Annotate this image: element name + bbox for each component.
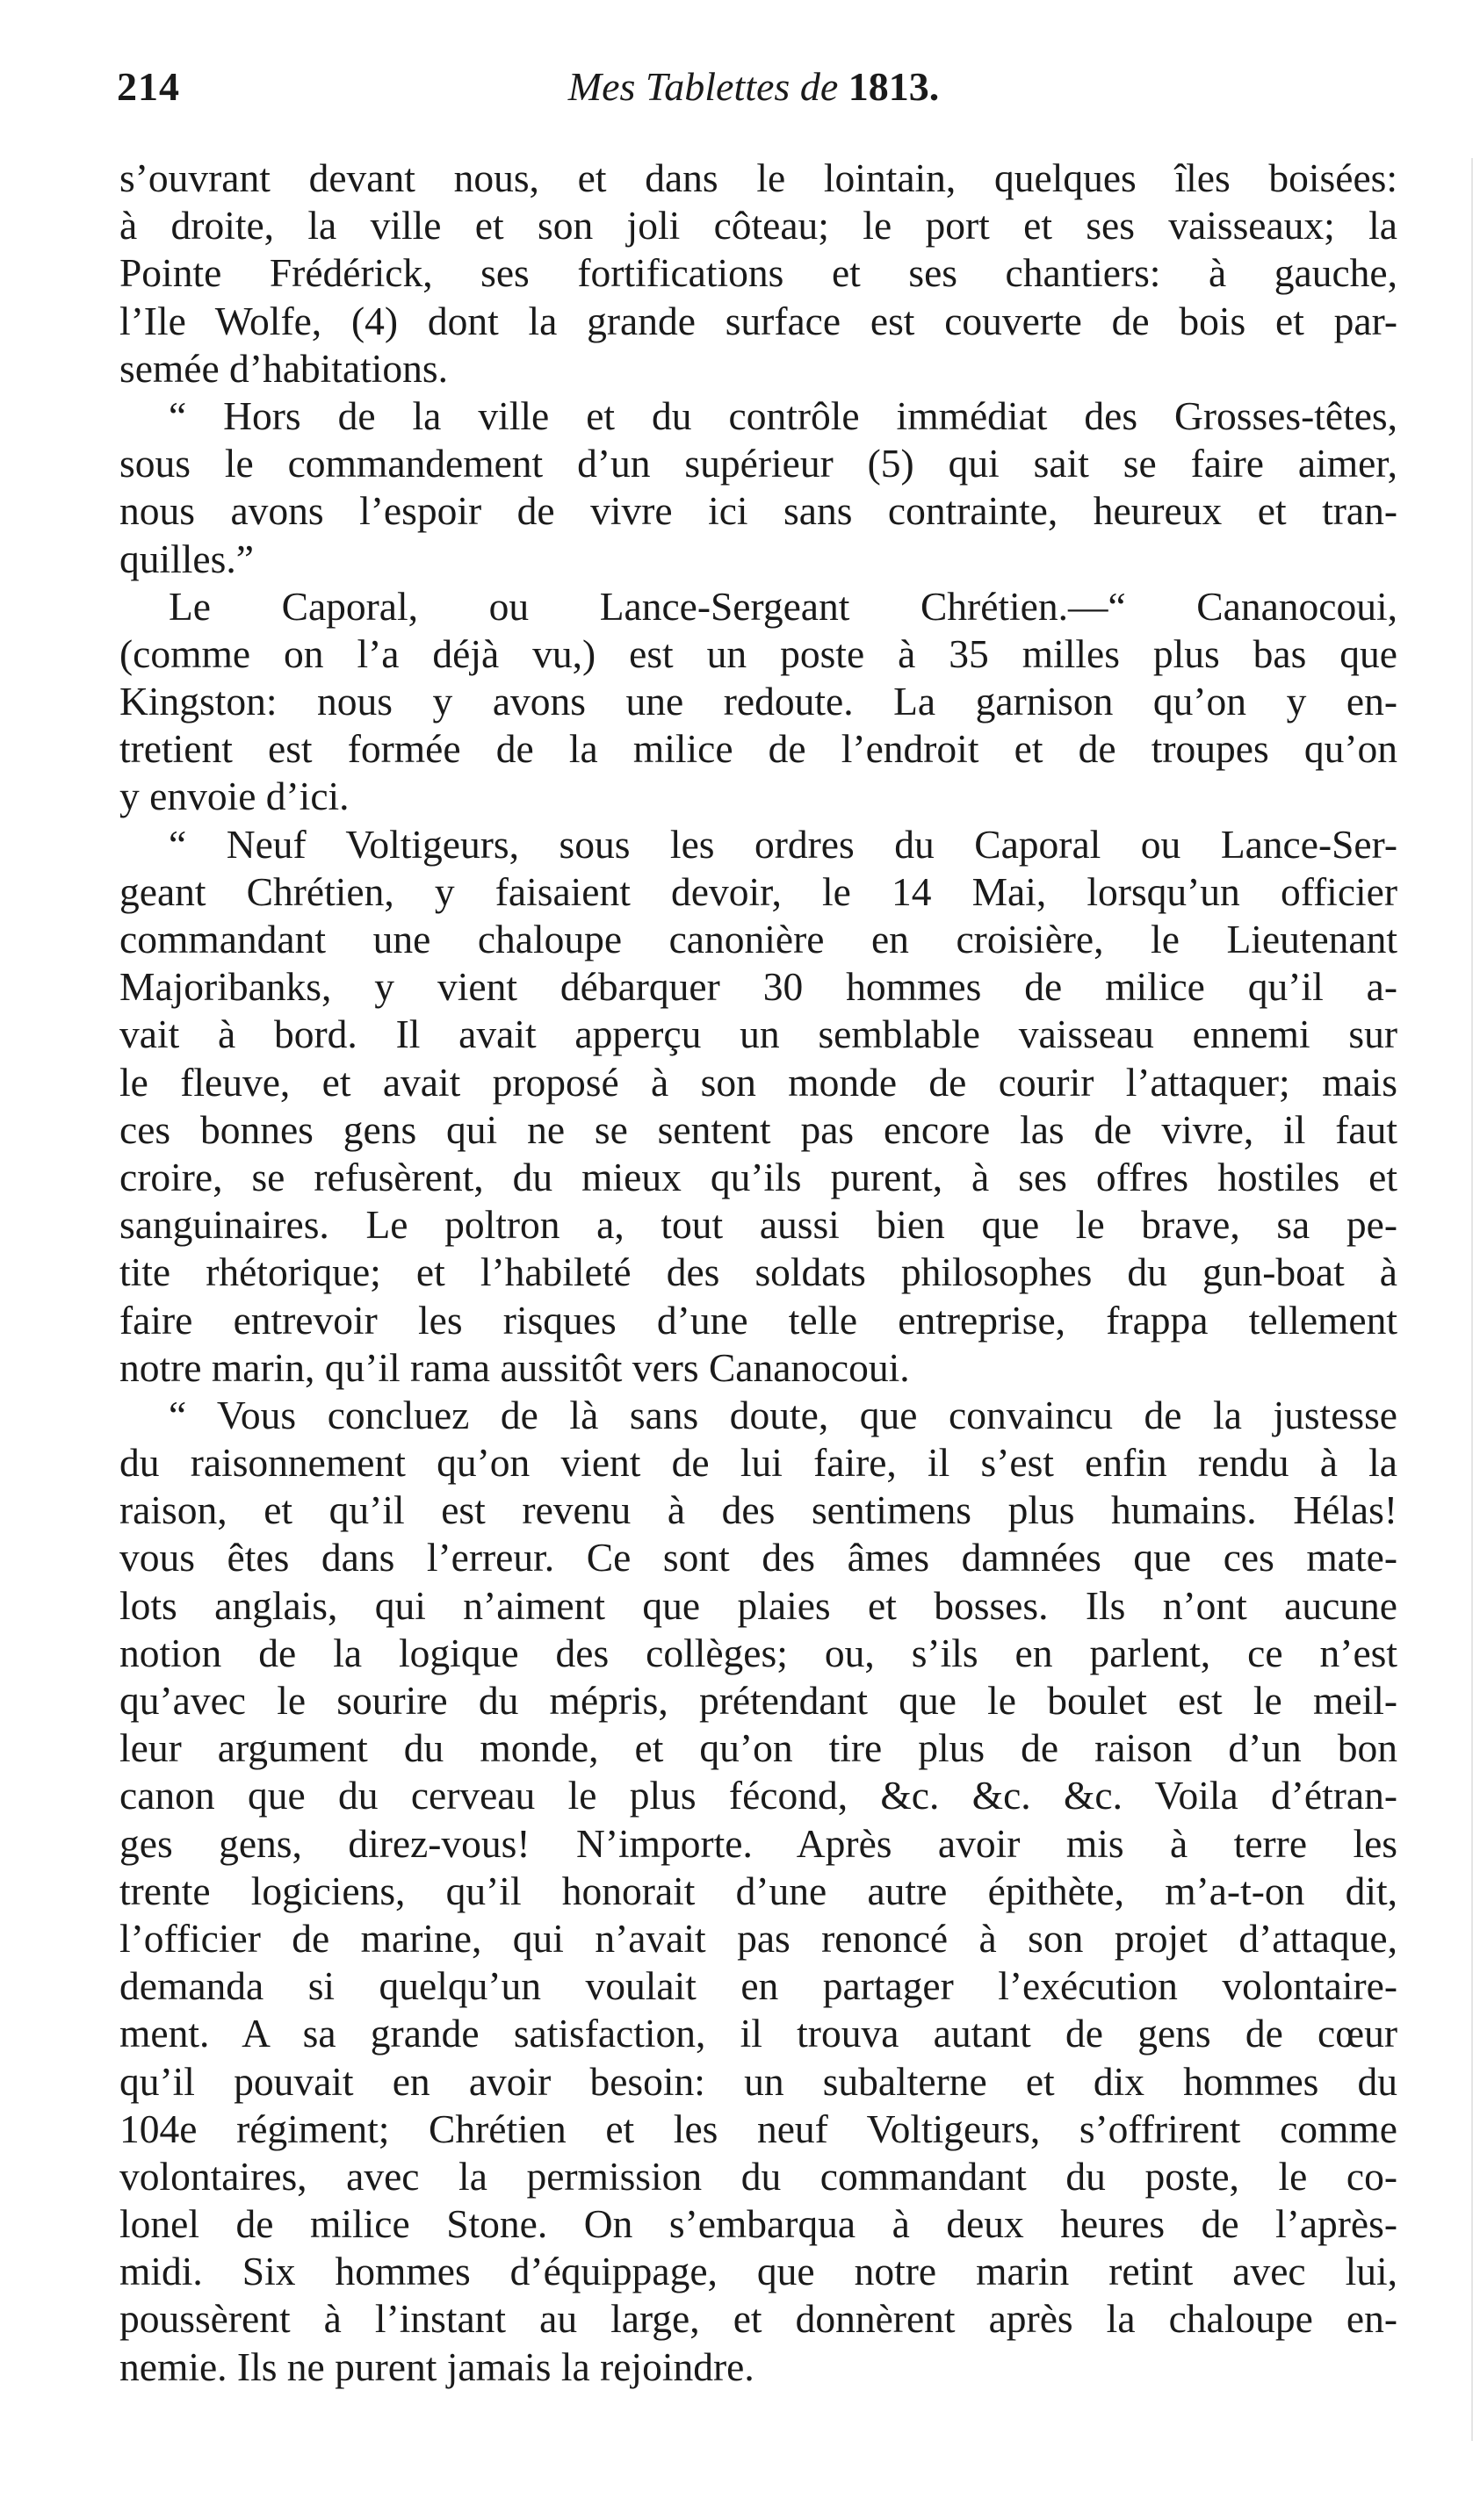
text-line: qu’avec le sourire du mépris, prétendant que le boulet est le meil- <box>119 1678 1397 1723</box>
text-line: nemie. Ils ne purent jamais la rejoindre. <box>119 2344 754 2389</box>
text-line: semée d’habitations. <box>119 345 448 391</box>
text-line: Majoribanks, y vient débarquer 30 hommes de milice qu’il a- <box>119 964 1397 1010</box>
text-line: vait à bord. Il avait apperçu un semblable vaisseau ennemi sur <box>119 1012 1397 1057</box>
text-line: geant Chrétien, y faisaient devoir, le 14 Mai, lorsqu’un officier <box>119 868 1397 914</box>
text-line: l’Ile Wolfe, (4) dont la grande surface est couverte de bois et par- <box>119 298 1397 343</box>
text-line: notion de la logique des collèges; ou, s’ils en parlent, ce n’est <box>119 1630 1397 1675</box>
text-line: Kingston: nous y avons une redoute. La garnison qu’on y en- <box>119 679 1397 724</box>
text-line: vous êtes dans l’erreur. Ce sont des âmes damnées que ces mate- <box>119 1535 1397 1580</box>
text-line: leur argument du monde, et qu’on tire plus de raison d’un bon <box>119 1725 1397 1771</box>
text-line: ges gens, direz-vous! N’importe. Après avoir mis à terre les <box>119 1820 1397 1866</box>
text-line: qu’il pouvait en avoir besoin: un subalterne et dix hommes du <box>119 2058 1397 2104</box>
text-line: volontaires, avec la permission du commandant du poste, le co- <box>119 2153 1397 2199</box>
running-title-text: Mes Tablettes de <box>567 64 839 109</box>
text-line: midi. Six hommes d’équippage, que notre marin retint avec lui, <box>119 2249 1397 2294</box>
text-line: Pointe Frédérick, ses fortifications et ses chantiers: à gauche, <box>119 250 1397 296</box>
text-line: 104e régiment; Chrétien et les neuf Voltigeurs, s’offrirent comme <box>119 2106 1397 2151</box>
text-line: du raisonnement qu’on vient de lui faire, il s’est enfin rendu à la <box>119 1440 1397 1486</box>
text-line: nous avons l’espoir de vivre ici sans contrainte, heureux et tran- <box>119 488 1397 534</box>
text-line: canon que du cerveau le plus fécond, &c. &c. &c. Voila d’étran- <box>119 1773 1397 1818</box>
text-line: demanda si quelqu’un voulait en partager l’exécution volontaire- <box>119 1963 1397 2009</box>
text-line: ment. A sa grande satisfaction, il trouva autant de gens de cœur <box>119 2011 1397 2056</box>
running-title <box>117 63 1390 110</box>
text-line: poussèrent à l’instant au large, et donnèrent après la chaloupe en- <box>119 2296 1397 2342</box>
page-number: 214 <box>117 64 180 109</box>
text-line: s’ouvrant devant nous, et dans le lointain, quelques îles boisées: <box>119 155 1397 200</box>
text-line: faire entrevoir les risques d’une telle entreprise, frappa tellement <box>119 1297 1397 1343</box>
text-line: raison, et qu’il est revenu à des sentimens plus humains. Hélas! <box>119 1487 1397 1533</box>
text-line: quilles.” <box>119 536 254 581</box>
text-line: trente logiciens, qu’il honorait d’une autre épithète, m’a-t-on dit, <box>119 1868 1397 1913</box>
text-line: (comme on l’a déjà vu,) est un poste à 35 milles plus bas que <box>119 630 1397 676</box>
running-title-year: 1813. <box>848 64 940 109</box>
text-line: ces bonnes gens qui ne se sentent pas encore las de vivre, il faut <box>119 1106 1397 1152</box>
text-line: sanguinaires. Le poltron a, tout aussi bien que le brave, sa pe- <box>119 1202 1397 1248</box>
text-line: croire, se refusèrent, du mieux qu’ils purent, à ses offres hostiles et <box>119 1154 1397 1199</box>
text-line: à droite, la ville et son joli côteau; le port et ses vaisseaux; la <box>119 203 1397 248</box>
text-line: notre marin, qu’il rama aussitôt vers Cananocoui. <box>119 1344 910 1390</box>
text-line: y envoie d’ici. <box>119 774 350 819</box>
text-line: lots anglais, qui n’aiment que plaies et bosses. Ils n’ont aucune <box>119 1582 1397 1628</box>
text-line: Le Caporal, ou Lance-Sergeant Chrétien.—“ Cananocoui, <box>169 583 1397 629</box>
text-line: lonel de milice Stone. On s’embarqua à deux heures de l’après- <box>119 2201 1397 2247</box>
text-line: “ Vous concluez de là sans doute, que convaincu de la justesse <box>169 1392 1397 1437</box>
page-edge-shadow <box>1471 158 1473 2441</box>
text-line: tretient est formée de la milice de l’endroit et de troupes qu’on <box>119 726 1397 772</box>
text-line: l’officier de marine, qui n’avait pas renoncé à son projet d’attaque, <box>119 1915 1397 1961</box>
text-line: le fleuve, et avait proposé à son monde de courir l’attaquer; mais <box>119 1059 1397 1105</box>
page-header <box>117 63 1390 116</box>
text-line: tite rhétorique; et l’habileté des soldats philosophes du gun-boat à <box>119 1249 1397 1295</box>
body-text <box>119 155 1397 2391</box>
text-line: sous le commandement d’un supérieur (5) qui sait se faire aimer, <box>119 441 1397 486</box>
text-line: commandant une chaloupe canonière en croisière, le Lieutenant <box>119 917 1397 961</box>
text-line: “ Hors de la ville et du contrôle immédiat des Grosses-têtes, <box>169 392 1397 438</box>
text-line: “ Neuf Voltigeurs, sous les ordres du Caporal ou Lance-Ser- <box>169 821 1397 867</box>
